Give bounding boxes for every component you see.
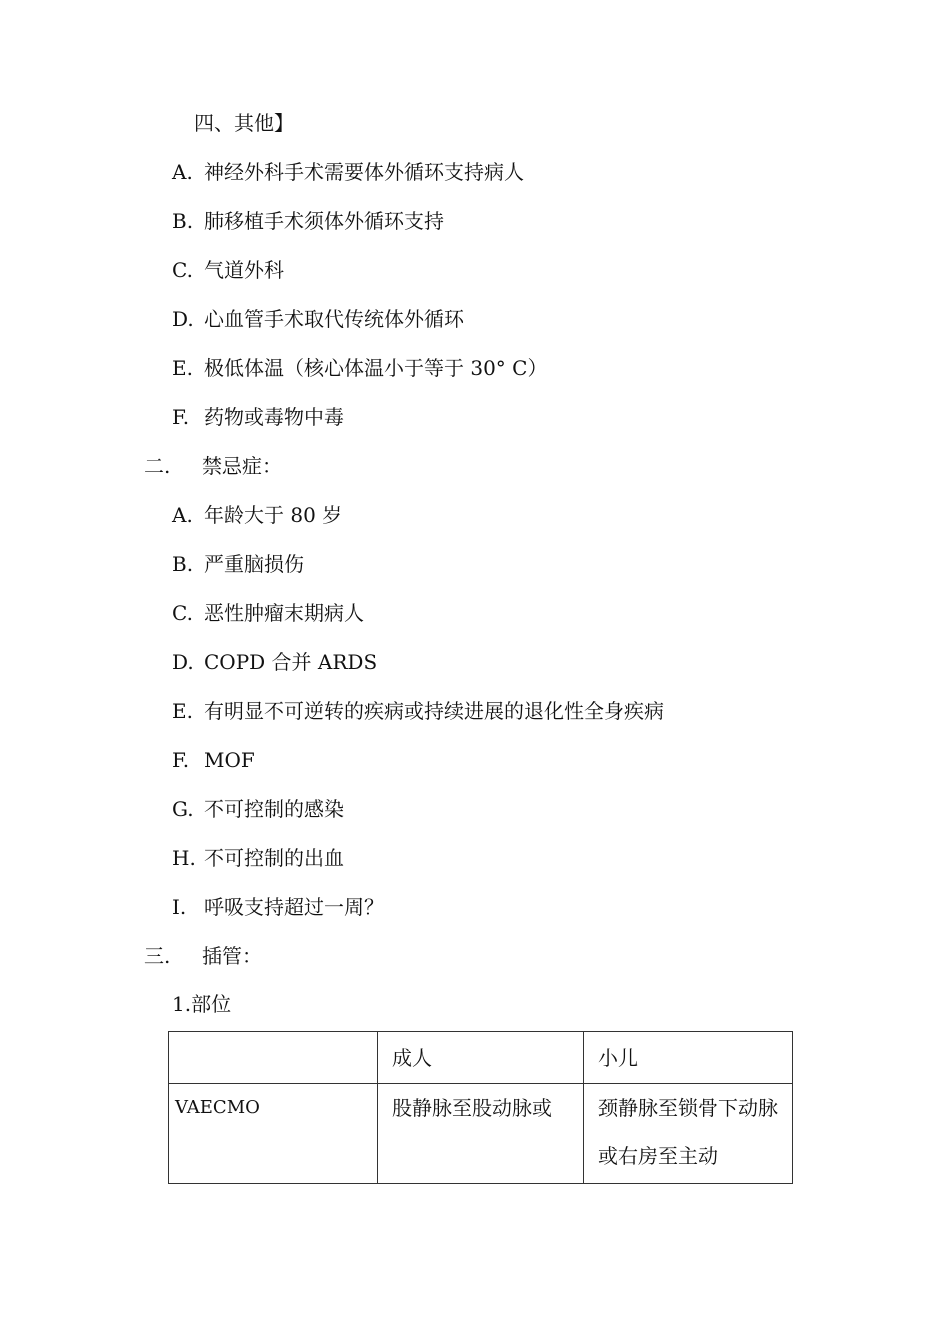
list-marker: C. xyxy=(172,258,193,282)
section-heading-cannulation xyxy=(144,942,262,970)
cannulation-site-table xyxy=(168,1031,793,1184)
list-marker: E. xyxy=(172,356,193,380)
list-marker: D. xyxy=(172,307,194,331)
list-item xyxy=(172,844,344,872)
section-heading-other: 四、其他】 xyxy=(194,111,294,135)
table-row xyxy=(169,1084,793,1184)
subsection-title: 1.部位 xyxy=(172,992,232,1016)
list-marker: H. xyxy=(172,846,196,870)
list-marker: C. xyxy=(172,601,193,625)
list-item xyxy=(172,697,664,725)
table-cell: 股静脉至股动脉或 xyxy=(378,1084,584,1184)
list-item-text: 年龄大于 80 岁 xyxy=(204,503,343,527)
list-item xyxy=(172,893,384,921)
section-title: 禁忌症： xyxy=(202,454,282,478)
list-item xyxy=(172,746,255,774)
list-item xyxy=(172,158,524,186)
list-marker: A. xyxy=(172,503,193,527)
section-number: 二. xyxy=(144,454,171,478)
list-item-text: 心血管手术取代传统体外循环 xyxy=(204,307,464,331)
list-item-text: 神经外科手术需要体外循环支持病人 xyxy=(204,160,524,184)
list-item-text: 气道外科 xyxy=(204,258,284,282)
section-title: 插管： xyxy=(202,944,262,968)
table-header-cell xyxy=(169,1032,378,1084)
list-marker: B. xyxy=(172,209,194,233)
list-item xyxy=(172,648,377,676)
list-item xyxy=(172,599,364,627)
list-item-text: COPD 合并 ARDS xyxy=(204,650,378,674)
list-item-text: 有明显不可逆转的疾病或持续进展的退化性全身疾病 xyxy=(204,699,664,723)
table-cell: VAECMO xyxy=(169,1084,378,1184)
list-item xyxy=(172,403,344,431)
list-item-text: 肺移植手术须体外循环支持 xyxy=(204,209,444,233)
table-header-cell: 小儿 xyxy=(584,1032,793,1084)
list-item xyxy=(172,501,342,529)
list-item-text: 严重脑损伤 xyxy=(204,552,304,576)
section-number: 三. xyxy=(144,944,171,968)
list-item xyxy=(172,354,547,382)
list-item-text: 极低体温（核心体温小于等于 30° C） xyxy=(204,356,548,380)
list-item xyxy=(172,550,304,578)
list-marker: I. xyxy=(172,895,187,919)
list-item xyxy=(172,305,464,333)
list-marker: A. xyxy=(172,160,193,184)
list-marker: G. xyxy=(172,797,194,821)
list-item-text: 不可控制的出血 xyxy=(204,846,344,870)
list-item-text: 恶性肿瘤末期病人 xyxy=(204,601,364,625)
list-item xyxy=(172,795,344,823)
list-item-text: 不可控制的感染 xyxy=(204,797,344,821)
list-marker: F. xyxy=(172,405,190,429)
list-item-text: 呼吸支持超过一周？ xyxy=(204,895,384,919)
list-marker: D. xyxy=(172,650,194,674)
list-item xyxy=(172,256,284,284)
table-header-row xyxy=(169,1032,793,1084)
section-heading-contraindications xyxy=(144,452,282,480)
table-cell: 颈静脉至锁骨下动脉或右房至主动 xyxy=(584,1084,793,1184)
list-item xyxy=(172,207,444,235)
list-marker: F. xyxy=(172,748,190,772)
list-item-text: MOF xyxy=(204,748,255,772)
table-header-cell: 成人 xyxy=(378,1032,584,1084)
list-marker: B. xyxy=(172,552,194,576)
list-marker: E. xyxy=(172,699,193,723)
list-item-text: 药物或毒物中毒 xyxy=(204,405,344,429)
